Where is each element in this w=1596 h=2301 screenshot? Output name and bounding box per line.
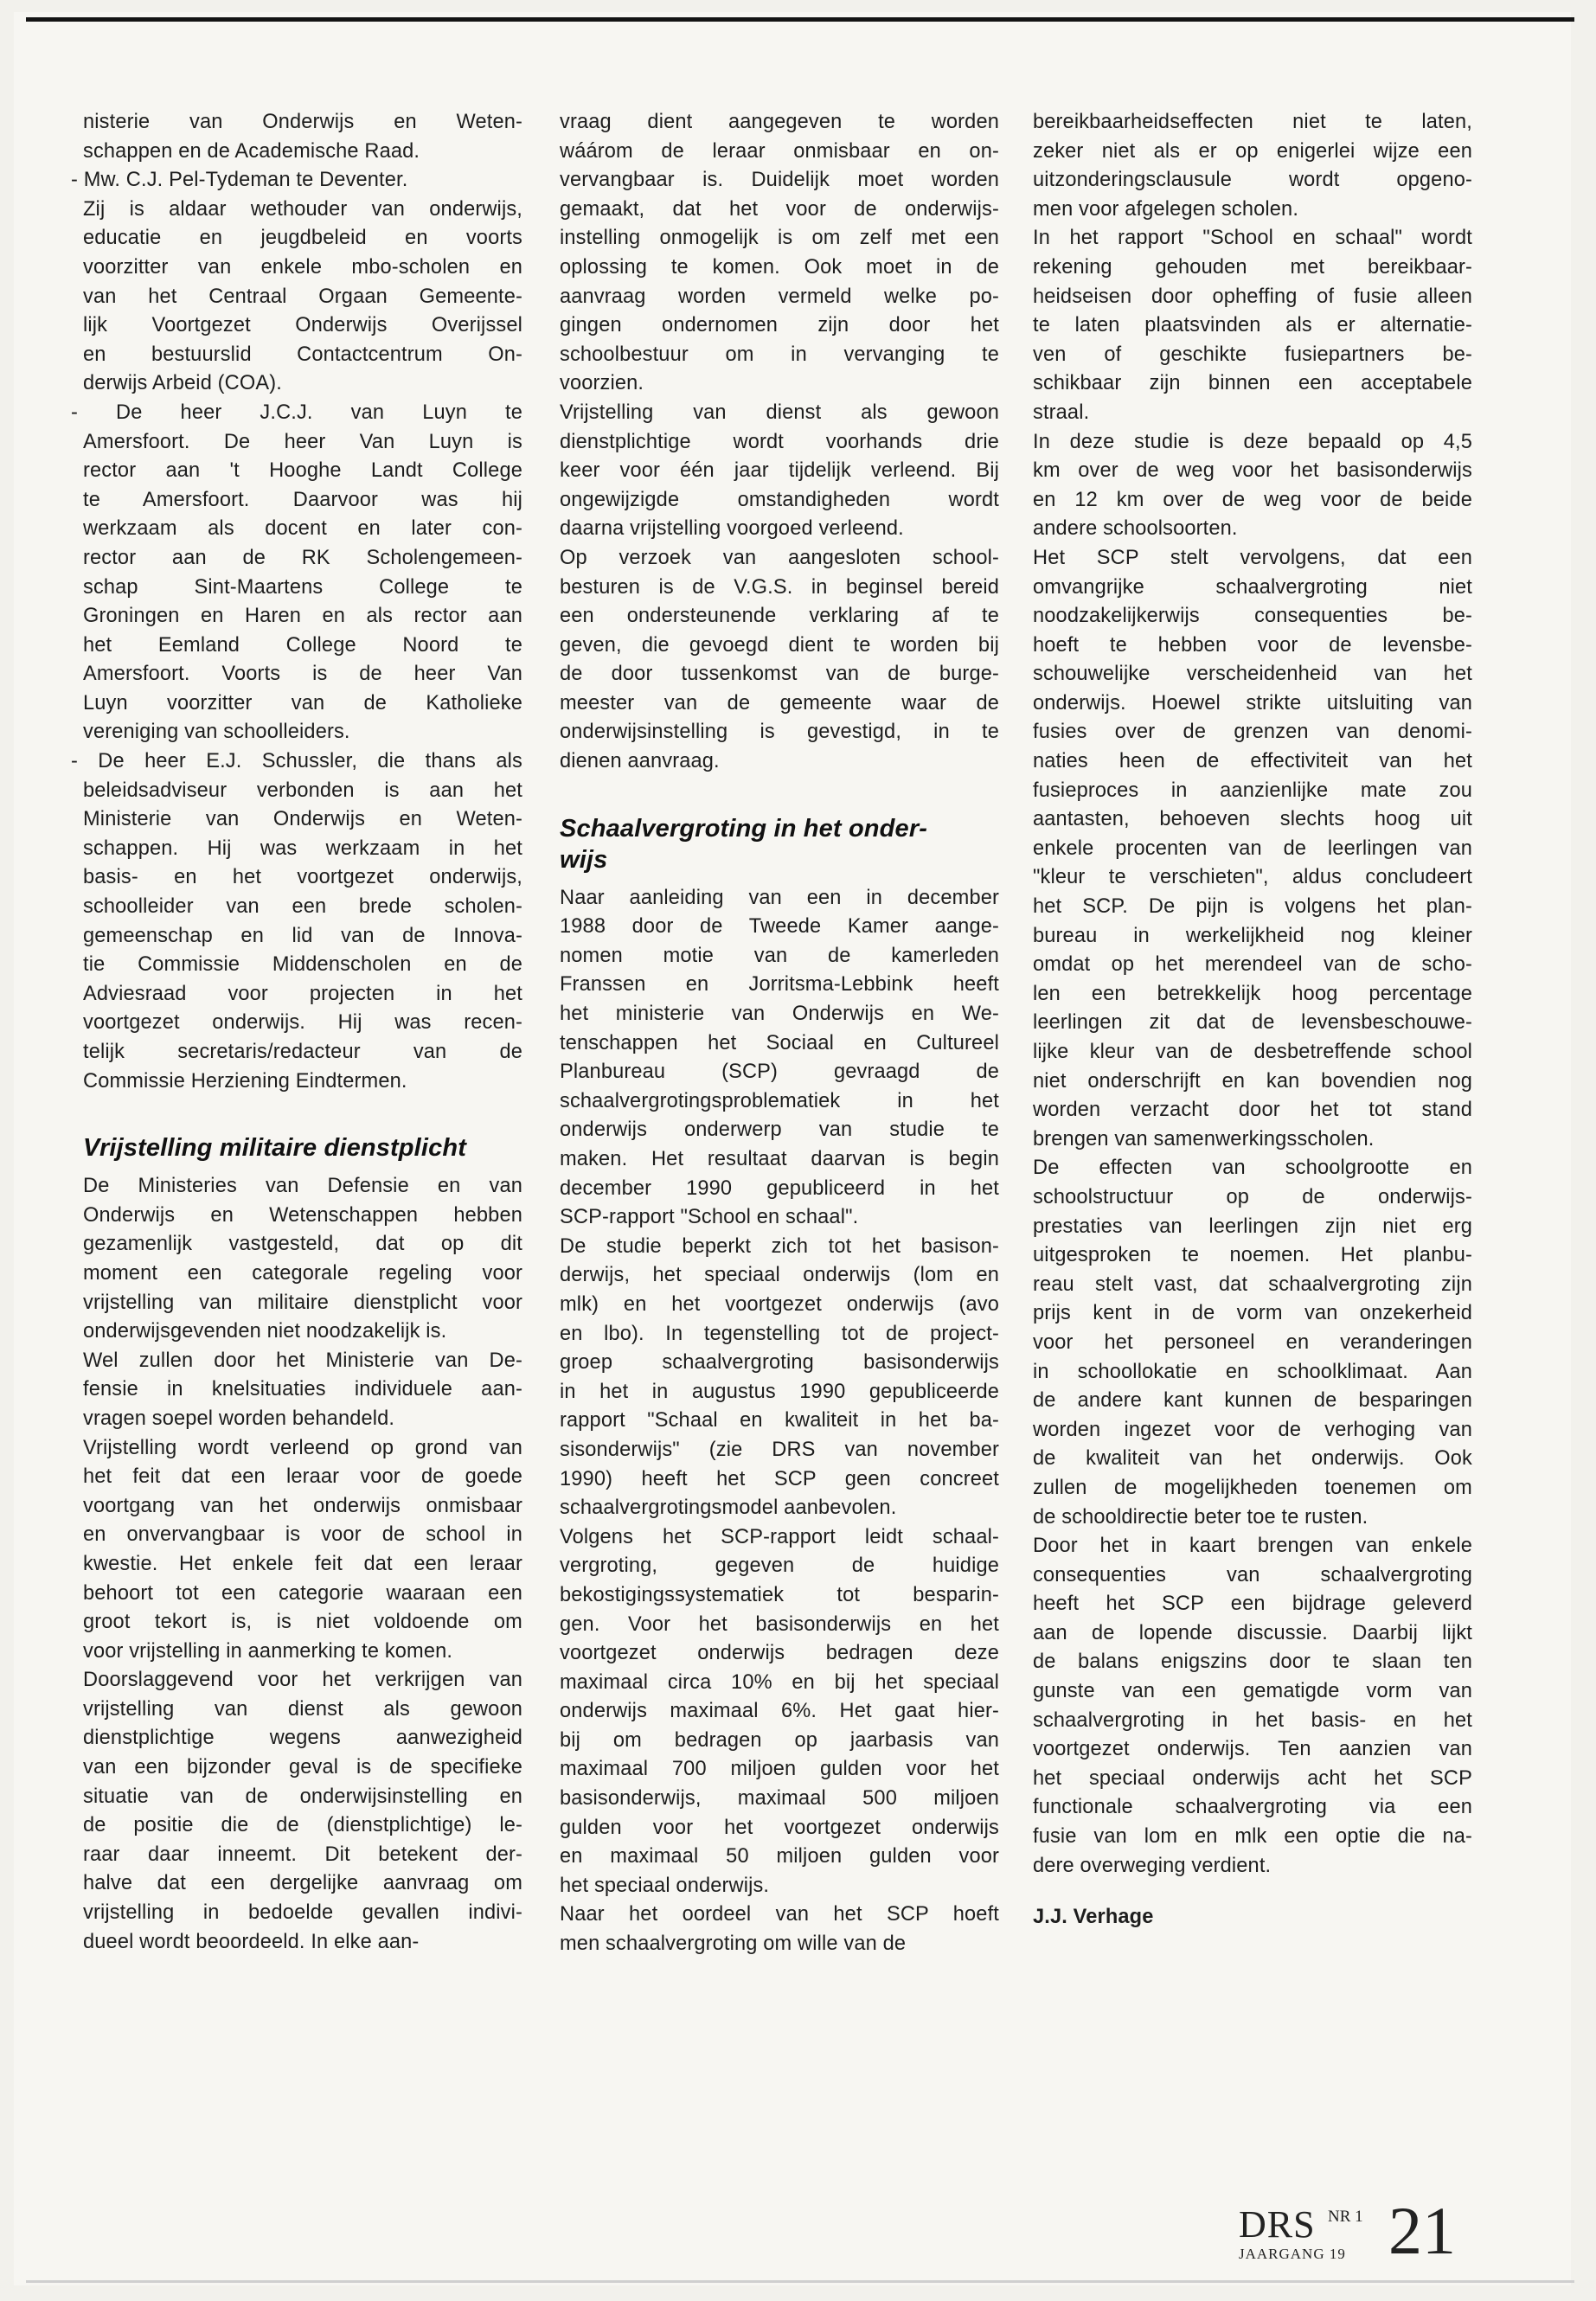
text-line: schaalvergrotingsmodel aanbevolen. bbox=[560, 1497, 897, 1520]
text-line: gingen ondernomen zijn door het bbox=[560, 314, 999, 337]
text-line: lijk Voortgezet Onderwijs Overijssel bbox=[83, 314, 522, 337]
text-line: rekening gehouden met bereikbaar- bbox=[1033, 255, 1472, 279]
text-line: en maximaal 50 miljoen gulden voor bbox=[560, 1845, 999, 1868]
text-line: het feit dat een leraar voor de goede bbox=[83, 1465, 522, 1489]
issue-number: NR 1 bbox=[1328, 2208, 1363, 2226]
author-signature: J.J. Verhage bbox=[1033, 1906, 1154, 1929]
text-line: brengen van samenwerkingsscholen. bbox=[1033, 1127, 1375, 1150]
text-line: vraag dient aangegeven te worden bbox=[560, 111, 999, 133]
text-line: derwijs, het speciaal onderwijs (lom en bbox=[560, 1264, 999, 1287]
text-line: fusies over de grenzen van denomi- bbox=[1033, 721, 1472, 744]
text-line: tenschappen het Sociaal en Cultureel bbox=[560, 1031, 999, 1054]
text-line: prestaties van leerlingen zijn niet erg bbox=[1033, 1215, 1472, 1238]
text-line: oplossing te komen. Ook moet in de bbox=[560, 255, 999, 279]
text-line: onderwijsinstelling is gevestigd, in te bbox=[560, 721, 999, 744]
text-line: straal. bbox=[1033, 401, 1090, 424]
text-line: voorzien. bbox=[560, 372, 644, 395]
text-line: enkele procenten van de leerlingen van bbox=[1033, 836, 1472, 860]
text-line: dueel wordt beoordeeld. In elke aan- bbox=[83, 1930, 420, 1953]
text-line: de kwaliteit van het onderwijs. Ook bbox=[1033, 1447, 1472, 1471]
text-line: consequenties van schaalvergroting bbox=[1033, 1563, 1472, 1586]
text-line: aan de lopende discussie. Daarbij lijkt bbox=[1033, 1621, 1472, 1644]
text-line: rector aan de RK Scholengemeen- bbox=[83, 546, 522, 569]
text-line: omvangrijke schaalvergroting niet bbox=[1033, 575, 1472, 599]
text-line: omdat op het merendeel van de scho- bbox=[1033, 953, 1472, 977]
text-line: maximaal 700 miljoen gulden voor het bbox=[560, 1758, 999, 1781]
text-line: voor het personeel en veranderingen bbox=[1033, 1330, 1472, 1354]
text-line: fusieproces in aanzienlijke mate zou bbox=[1033, 779, 1472, 802]
text-line: "kleur te verschieten", aldus concludeert bbox=[1033, 866, 1472, 889]
text-line: rector aan 't Hooghe Landt College bbox=[83, 459, 522, 483]
text-line: - De heer J.C.J. van Luyn te bbox=[71, 401, 522, 424]
text-line: men schaalvergroting om wille van de bbox=[560, 1932, 907, 1956]
text-line: Luyn voorzitter van de Katholieke bbox=[83, 691, 522, 715]
paragraph bbox=[83, 1172, 522, 1957]
text-line: bereikbaarheidseffecten niet te laten, bbox=[1033, 111, 1472, 133]
text-line: vervangbaar is. Duidelijk moet worden bbox=[560, 169, 999, 192]
text-line: gen. Voor het basisonderwijs en het bbox=[560, 1612, 999, 1636]
text-line: van het Centraal Orgaan Gemeente- bbox=[83, 285, 522, 308]
text-line: De Ministeries van Defensie en van bbox=[83, 1175, 522, 1198]
text-line: onderwijs onderwerp van studie te bbox=[560, 1118, 999, 1142]
text-line: schoolleider van een brede scholen- bbox=[83, 895, 522, 919]
text-line: vrijstelling van militaire dienstplicht voor bbox=[83, 1291, 522, 1314]
text-column-1 bbox=[71, 108, 522, 1957]
text-line: worden verzacht door het tot stand bbox=[1033, 1099, 1472, 1122]
text-line: aantasten, behoeven slechts hoog uit bbox=[1033, 808, 1472, 831]
page-number: 21 bbox=[1388, 2193, 1456, 2268]
text-line: schoolbestuur om in vervanging te bbox=[560, 343, 999, 366]
text-line: in schoollokatie en schoolklimaat. Aan bbox=[1033, 1360, 1472, 1383]
text-line: telijk secretaris/redacteur van de bbox=[83, 1041, 522, 1063]
paragraph bbox=[83, 108, 522, 166]
text-line: situatie van de onderwijsinstelling en bbox=[83, 1785, 522, 1808]
text-line: gunste van een gematigde vorm van bbox=[1033, 1680, 1472, 1703]
paragraph bbox=[560, 108, 999, 777]
heading-line: wijs bbox=[560, 845, 608, 874]
text-line: en lbo). In tegenstelling tot de project- bbox=[560, 1322, 999, 1345]
text-line: raar daar inneemt. Dit betekent der- bbox=[83, 1843, 522, 1866]
text-line: schappen. Hij was werkzaam in het bbox=[83, 836, 522, 860]
top-rule bbox=[26, 17, 1574, 22]
text-line: - Mw. C.J. Pel-Tydeman te Deventer. bbox=[71, 169, 408, 192]
text-line: nomen motie van de kamerleden bbox=[560, 944, 999, 967]
text-line: dienstplichtige wordt voorhands drie bbox=[560, 430, 999, 453]
text-line: voortgang van het onderwijs onmisbaar bbox=[83, 1494, 522, 1517]
text-line: Planbureau (SCP) gevraagd de bbox=[560, 1061, 999, 1084]
text-line: Volgens het SCP-rapport leidt schaal- bbox=[560, 1525, 999, 1548]
text-line: zullen de mogelijkheden toenemen om bbox=[1033, 1476, 1472, 1499]
text-line: het ministerie van Onderwijs en We- bbox=[560, 1003, 999, 1026]
text-line: bureau in werkelijkheid nog kleiner bbox=[1033, 924, 1472, 947]
text-line: een ondersteunende verklaring af te bbox=[560, 605, 999, 628]
section-heading bbox=[560, 813, 999, 875]
text-line: voor vrijstelling in aanmerking te komen. bbox=[83, 1639, 453, 1663]
text-line: voorzitter van enkele mbo-scholen en bbox=[83, 255, 522, 279]
text-line: educatie en jeugdbeleid en voorts bbox=[83, 227, 522, 250]
text-line: de door tussenkomst van de burge- bbox=[560, 663, 999, 686]
text-line: voortgezet onderwijs. Hij was recen- bbox=[83, 1011, 522, 1035]
text-line: niet onderschrijft en kan bovendien nog bbox=[1033, 1069, 1472, 1093]
text-line: andere schoolsoorten. bbox=[1033, 517, 1238, 541]
text-line: vragen soepel worden behandeld. bbox=[83, 1407, 395, 1430]
text-line: km over de weg voor het basisonderwijs bbox=[1033, 459, 1472, 483]
text-line: beleidsadviseur verbonden is aan het bbox=[83, 779, 522, 802]
text-column-3 bbox=[1033, 108, 1472, 1932]
text-line: schoolstructuur op de onderwijs- bbox=[1033, 1185, 1472, 1208]
magazine-name: DRS bbox=[1239, 2203, 1316, 2246]
text-line: Zij is aldaar wethouder van onderwijs, bbox=[83, 197, 522, 221]
text-line: aanvraag worden vermeld welke po- bbox=[560, 285, 999, 308]
text-line: Vrijstelling wordt verleend op grond van bbox=[83, 1436, 522, 1459]
text-line: gulden voor het voortgezet onderwijs bbox=[560, 1816, 999, 1839]
page-footer bbox=[1239, 2193, 1498, 2272]
text-line: vrijstelling in bedoelde gevallen indivi- bbox=[83, 1901, 522, 1925]
text-line: basis- en het voortgezet onderwijs, bbox=[83, 866, 522, 889]
text-line: Amersfoort. De heer Van Luyn is bbox=[83, 430, 522, 453]
text-line: onderwijs. Hoewel strikte uitsluiting van bbox=[1033, 691, 1472, 715]
text-line: Ministerie van Onderwijs en Weten- bbox=[83, 808, 522, 831]
text-line: Door het in kaart brengen van enkele bbox=[1033, 1535, 1472, 1558]
text-line: het speciaal onderwijs acht het SCP bbox=[1033, 1766, 1472, 1790]
text-line: In deze studie is deze bepaald op 4,5 bbox=[1033, 430, 1472, 453]
text-line: schappen en de Academische Raad. bbox=[83, 139, 420, 163]
heading-line: Vrijstelling militaire dienstplicht bbox=[83, 1134, 467, 1163]
text-line: te laten plaatsvinden als er alternatie- bbox=[1033, 314, 1472, 337]
text-line: Commissie Herziening Eindtermen. bbox=[83, 1069, 407, 1093]
bullet-item bbox=[71, 399, 522, 747]
text-line: fensie in knelsituaties individuele aan- bbox=[83, 1378, 522, 1401]
text-line: uitgesproken te noemen. Het planbu- bbox=[1033, 1244, 1472, 1267]
volume-label: JAARGANG 19 bbox=[1239, 2246, 1346, 2262]
text-line: gezamenlijk vastgesteld, dat op dit bbox=[83, 1233, 522, 1256]
text-line: bekostigingssystematiek tot besparin- bbox=[560, 1583, 999, 1606]
text-line: bij om bedragen op jaarbasis van bbox=[560, 1728, 999, 1752]
text-line: Wel zullen door het Ministerie van De- bbox=[83, 1349, 522, 1372]
text-line: Amersfoort. Voorts is de heer Van bbox=[83, 663, 522, 686]
text-line: ongewijzigde omstandigheden wordt bbox=[560, 488, 999, 511]
text-line: groep schaalvergroting basisonderwijs bbox=[560, 1351, 999, 1375]
text-line: maximaal circa 10% en bij het speciaal bbox=[560, 1670, 999, 1694]
text-line: noodzakelijkerwijs consequenties be- bbox=[1033, 605, 1472, 628]
text-line: meester van de gemeente waar de bbox=[560, 691, 999, 715]
text-line: worden ingezet voor de verhoging van bbox=[1033, 1418, 1472, 1441]
text-line: onderwijs maximaal 6%. Het gaat hier- bbox=[560, 1700, 999, 1723]
text-line: dienen aanvraag. bbox=[560, 750, 720, 773]
text-line: halve dat een dergelijke aanvraag om bbox=[83, 1872, 522, 1895]
text-line: - De heer E.J. Schussler, die thans als bbox=[71, 750, 522, 773]
text-line: maken. Het resultaat daarvan is begin bbox=[560, 1148, 999, 1170]
text-line: De effecten van schoolgrootte en bbox=[1033, 1157, 1472, 1180]
text-line: werkzaam als docent en later con- bbox=[83, 517, 522, 541]
paragraph bbox=[560, 884, 999, 1959]
text-line: groot tekort is, is niet voldoende om bbox=[83, 1611, 522, 1634]
text-line: reau stelt vast, dat schaalvergroting zijn bbox=[1033, 1272, 1472, 1296]
text-line: Naar aanleiding van een in december bbox=[560, 886, 999, 909]
text-line: dienstplichtige wegens aanwezigheid bbox=[83, 1727, 522, 1750]
text-line: 1988 door de Tweede Kamer aange- bbox=[560, 915, 999, 939]
text-line: gemaakt, dat het voor de onderwijs- bbox=[560, 197, 999, 221]
text-line: 1990) heeft het SCP geen concreet bbox=[560, 1467, 999, 1490]
text-line: mlk) en het voortgezet onderwijs (avo bbox=[560, 1292, 999, 1316]
text-line: de balans enigszins door te slaan ten bbox=[1033, 1650, 1472, 1674]
bullet-item bbox=[71, 747, 522, 1096]
text-line: moment een categorale regeling voor bbox=[83, 1261, 522, 1285]
text-line: de andere kant kunnen de besparingen bbox=[1033, 1389, 1472, 1413]
text-line: wáárom de leraar onmisbaar en on- bbox=[560, 139, 999, 163]
text-line: de positie die de (dienstplichtige) le- bbox=[83, 1814, 522, 1837]
text-column-2 bbox=[560, 108, 999, 1959]
text-line: lijke kleur van de desbetreffende school bbox=[1033, 1041, 1472, 1063]
text-line: naties heen de effectiviteit van het bbox=[1033, 750, 1472, 773]
text-line: hoeft te hebben voor de levensbe- bbox=[1033, 633, 1472, 657]
text-line: Doorslaggevend voor het verkrijgen van bbox=[83, 1669, 522, 1692]
text-line: het speciaal onderwijs. bbox=[560, 1874, 770, 1897]
bullet-item bbox=[71, 166, 522, 399]
text-line: Op verzoek van aangesloten school- bbox=[560, 546, 999, 569]
text-line: instelling onmogelijk is om zelf met een bbox=[560, 227, 999, 250]
text-line: sisonderwijs" (zie DRS van november bbox=[560, 1438, 999, 1461]
text-line: rapport "Schaal en kwaliteit in het ba- bbox=[560, 1409, 999, 1433]
section-heading bbox=[83, 1132, 522, 1163]
text-line: len een betrekkelijk hoog percentage bbox=[1033, 982, 1472, 1005]
text-line: men voor afgelegen scholen. bbox=[1033, 197, 1299, 221]
bottom-rule bbox=[26, 2280, 1574, 2283]
text-line: vrijstelling van dienst als gewoon bbox=[83, 1697, 522, 1721]
text-line: Naar het oordeel van het SCP hoeft bbox=[560, 1903, 999, 1926]
text-line: prijs kent in de vorm van onzekerheid bbox=[1033, 1302, 1472, 1325]
text-line: heeft het SCP een bijdrage geleverd bbox=[1033, 1593, 1472, 1616]
text-line: december 1990 gepubliceerd in het bbox=[560, 1176, 999, 1200]
text-line: van een bijzonder geval is de specifieke bbox=[83, 1756, 522, 1779]
text-line: vereniging van schoolleiders. bbox=[83, 721, 350, 744]
text-line: nisterie van Onderwijs en Weten- bbox=[83, 111, 522, 133]
text-line: derwijs Arbeid (COA). bbox=[83, 372, 282, 395]
text-line: heidseisen door opheffing of fusie alleen bbox=[1033, 285, 1472, 308]
text-line: zeker niet als er op enigerlei wijze een bbox=[1033, 139, 1472, 163]
text-line: het Eemland College Noord te bbox=[83, 633, 522, 657]
text-line: in het in augustus 1990 gepubliceerde bbox=[560, 1380, 999, 1403]
text-line: schap Sint-Maartens College te bbox=[83, 575, 522, 599]
text-line: leerlingen zit dat de levensbeschouwe- bbox=[1033, 1011, 1472, 1035]
text-line: en bestuurslid Contactcentrum On- bbox=[83, 343, 522, 366]
text-line: fusie van lom en mlk een optie die na- bbox=[1033, 1825, 1472, 1849]
text-line: basisonderwijs, maximaal 500 miljoen bbox=[560, 1787, 999, 1811]
text-line: ven of geschikte fusiepartners be- bbox=[1033, 343, 1472, 366]
text-line: de schooldirectie beter toe te rusten. bbox=[1033, 1505, 1368, 1529]
text-line: Franssen en Jorritsma-Lebbink heeft bbox=[560, 973, 999, 997]
paragraph bbox=[1033, 108, 1472, 1881]
text-line: en onvervangbaar is voor de school in bbox=[83, 1523, 522, 1547]
text-line: Het SCP stelt vervolgens, dat een bbox=[1033, 546, 1472, 569]
text-line: schaalvergroting in het basis- en het bbox=[1033, 1708, 1472, 1732]
text-line: SCP-rapport "School en schaal". bbox=[560, 1206, 859, 1229]
text-line: Adviesraad voor projecten in het bbox=[83, 982, 522, 1005]
text-line: geven, die gevoegd dient te worden bij bbox=[560, 633, 999, 657]
text-line: De studie beperkt zich tot het basison- bbox=[560, 1234, 999, 1258]
text-line: Groningen en Haren en als rector aan bbox=[83, 605, 522, 628]
text-line: vergroting, gegeven de huidige bbox=[560, 1554, 999, 1578]
text-line: te Amersfoort. Daarvoor was hij bbox=[83, 488, 522, 511]
text-line: gemeenschap en lid van de Innova- bbox=[83, 924, 522, 947]
text-line: besturen is de V.G.S. in beginsel bereid bbox=[560, 575, 999, 599]
text-line: functionale schaalvergroting via een bbox=[1033, 1796, 1472, 1819]
text-line: Onderwijs en Wetenschappen hebben bbox=[83, 1203, 522, 1227]
text-line: Vrijstelling van dienst als gewoon bbox=[560, 401, 999, 424]
text-line: behoort tot een categorie waaraan een bbox=[83, 1581, 522, 1605]
text-line: schouwelijke verscheidenheid van het bbox=[1033, 663, 1472, 686]
text-line: tie Commissie Middenscholen en de bbox=[83, 953, 522, 977]
text-line: uitzonderingsclausule wordt opgeno- bbox=[1033, 169, 1472, 192]
text-line: In het rapport "School en schaal" wordt bbox=[1033, 227, 1472, 250]
heading-line: Schaalvergroting in het onder- bbox=[560, 814, 928, 843]
text-line: kwestie. Het enkele feit dat een leraar bbox=[83, 1552, 522, 1575]
text-line: het SCP. De pijn is volgens het plan- bbox=[1033, 895, 1472, 919]
text-line: en 12 km over de weg voor de beide bbox=[1033, 488, 1472, 511]
text-line: schikbaar zijn binnen een acceptabele bbox=[1033, 372, 1472, 395]
text-line: dere overweging verdient. bbox=[1033, 1854, 1272, 1877]
text-line: voortgezet onderwijs. Ten aanzien van bbox=[1033, 1738, 1472, 1761]
text-line: daarna vrijstelling voorgoed verleend. bbox=[560, 517, 904, 541]
text-line: voortgezet onderwijs bedragen deze bbox=[560, 1642, 999, 1665]
text-line: onderwijsgevenden niet noodzakelijk is. bbox=[83, 1320, 447, 1343]
text-line: schaalvergrotingsproblematiek in het bbox=[560, 1089, 999, 1112]
text-line: keer voor één jaar tijdelijk verleend. Bij bbox=[560, 459, 999, 483]
